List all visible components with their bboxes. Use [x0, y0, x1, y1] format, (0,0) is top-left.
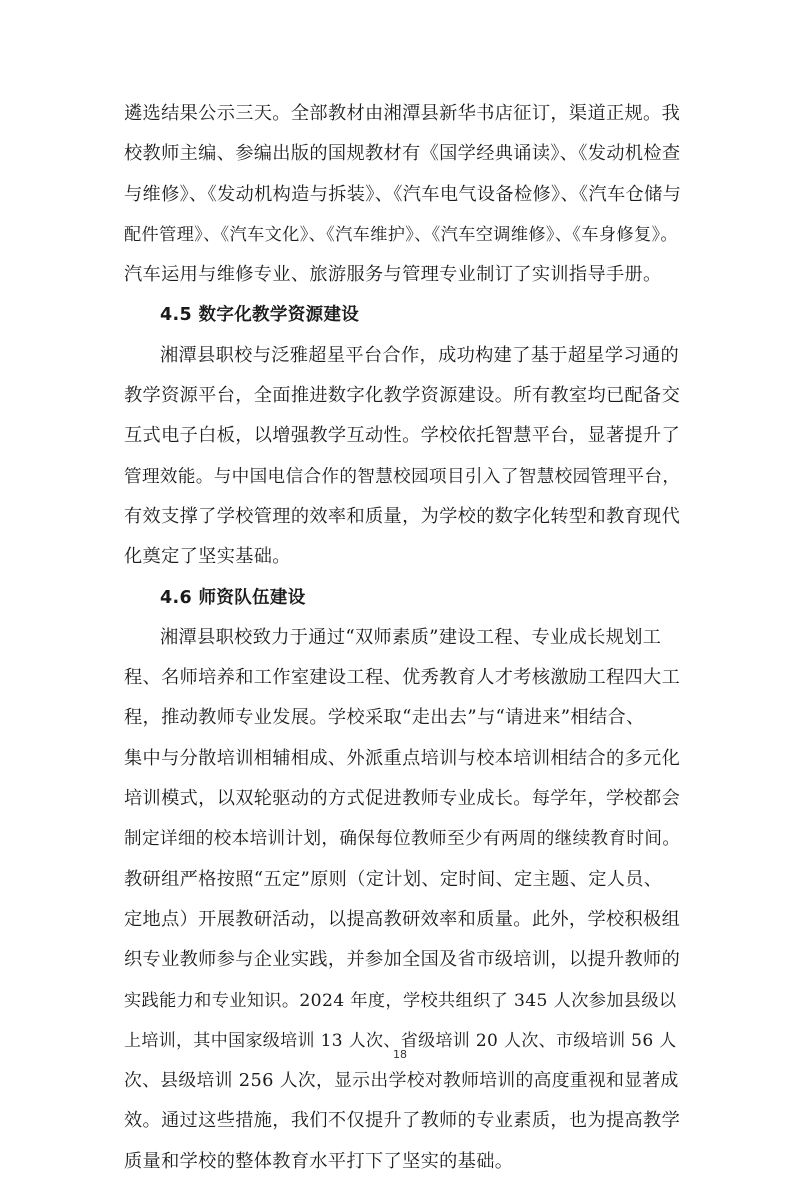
paragraph-teacher-team [124, 618, 682, 1182]
text-line: 效。通过这些措施，我们不仅提升了教师的专业素质，也为提高教学 [124, 1110, 681, 1132]
text-line: 化奠定了坚实基础。 [124, 546, 291, 568]
text-line: 湘潭县职校与泛雅超星平台合作，成功构建了基于超星学习通的 [160, 344, 680, 366]
text-line: 教研组严格按照“五定”原则（定计划、定时间、定主题、定人员、 [124, 868, 663, 890]
text-line: 培训模式，以双轮驱动的方式促进教师专业成长。每学年，学校都会 [124, 788, 681, 810]
text-line: 管理效能。与中国电信合作的智慧校园项目引入了智慧校园管理平台， [124, 466, 681, 487]
text-line: 教学资源平台，全面推进数字化教学资源建设。所有教室均已配备交 [124, 385, 681, 407]
text-line: 次、县级培训 256 人次，显示出学校对教师培训的高度重视和显著成 [124, 1070, 679, 1092]
text-line: 制定详细的校本培训计划，确保每位教师至少有两周的继续教育时间。 [124, 829, 681, 850]
section-heading-4-6: 4.6 师资队伍建设 [160, 587, 306, 608]
text-line: 遴选结果公示三天。全部教材由湘潭县新华书店征订，渠道正规。我 [124, 103, 681, 124]
page-number: 18 [393, 1048, 407, 1061]
text-line: 实践能力和专业知识。2024 年度，学校共组织了 345 人次参加县级以 [124, 990, 677, 1011]
text-line: 校教师主编、参编出版的国规教材有《国学经典诵读》、《发动机检查 [124, 143, 681, 165]
text-line: 有效支撑了学校管理的效率和质量，为学校的数字化转型和教育现代 [124, 505, 681, 527]
paragraph-textbook-selection [124, 94, 682, 295]
paragraph-digital-resources [124, 336, 682, 578]
text-line: 程、名师培养和工作室建设工程、优秀教育人才考核激励工程四大工 [124, 667, 681, 689]
section-heading-4-5: 4.5 数字化教学资源建设 [160, 305, 360, 326]
text-line: 与维修》、《发动机构造与拆装》、《汽车电气设备检修》、《汽车仓储与 [124, 183, 682, 205]
document-body [124, 94, 682, 1182]
text-line: 质量和学校的整体教育水平打下了坚实的基础。 [124, 1150, 514, 1172]
text-line: 湘潭县职校致力于通过“双师素质”建设工程、专业成长规划工 [160, 626, 662, 648]
text-line: 集中与分散培训相辅相成、外派重点培训与校本培训相结合的多元化 [124, 747, 681, 769]
text-line: 定地点）开展教研活动，以提高教研效率和质量。此外，学校积极组 [124, 908, 681, 930]
text-line: 汽车运用与维修专业、旅游服务与管理专业制订了实训指导手册。 [124, 264, 662, 286]
text-line: 织专业教师参与企业实践，并参加全国及省市级培训，以提升教师的 [124, 949, 681, 971]
text-line: 上培训，其中国家级培训 13 人次、省级培训 20 人次、市级培训 56 人 [124, 1030, 677, 1051]
text-line: 互式电子白板，以增强教学互动性。学校依托智慧平台，显著提升了 [124, 425, 681, 447]
text-line: 程，推动教师专业发展。学校采取“走出去”与“请进来”相结合、 [124, 707, 645, 729]
text-line: 配件管理》、《汽车文化》、《汽车维护》、《汽车空调维修》、《车身修复》。 [124, 224, 678, 245]
